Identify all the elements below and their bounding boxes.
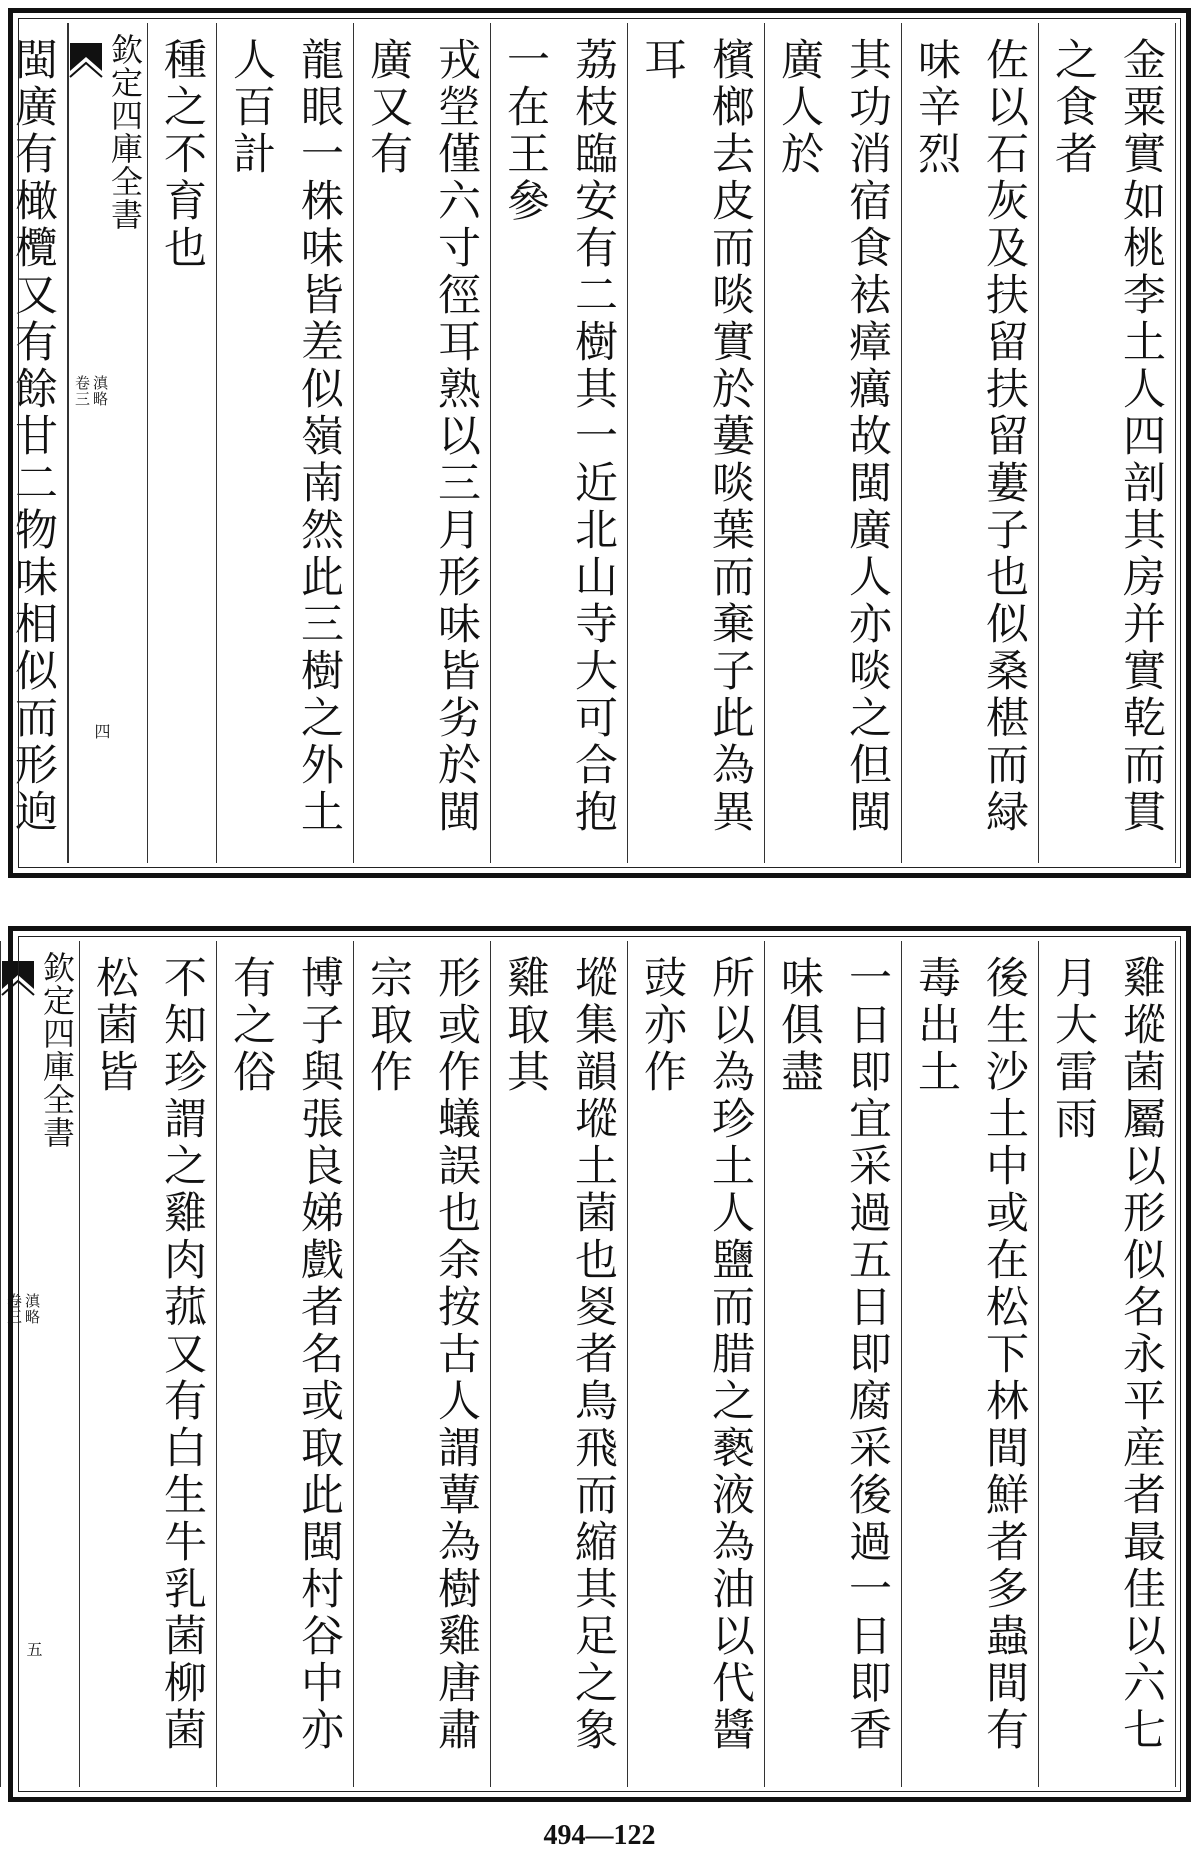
- text-column: 荔枝臨安有二樹其一近北山寺大可合抱一在王參: [491, 23, 628, 863]
- spine-book-name: 滇略: [23, 1293, 41, 1325]
- page-footer-number: 494—122: [543, 1820, 656, 1851]
- spine-page-number: 五: [24, 1641, 43, 1658]
- center-spine: [68, 23, 148, 863]
- fish-tail-mark-icon: [1, 959, 35, 1005]
- top-page-columns: [8, 23, 1176, 863]
- text-column: 形或作蟻誤也余按古人謂蕈為樹雞唐肅宗取作: [354, 941, 491, 1787]
- text-column: 檳榔去皮而啖實於蔞啖葉而棄子此為異耳: [628, 23, 765, 863]
- spine-book-volume: [5, 1293, 41, 1325]
- text-column: 不知珍謂之雞肉菰又有白生牛乳菌柳菌松菌皆: [80, 941, 217, 1787]
- text-column: 博子與張良娣戲者名或取此閩村谷中亦有之俗: [217, 941, 354, 1787]
- spine-book-volume: [73, 375, 109, 407]
- bottom-page-columns: [5, 941, 1176, 1787]
- text-column: 龍眼一株味皆差似嶺南然此三樹之外土人百計: [217, 23, 354, 863]
- text-column: 種之不育也: [148, 23, 217, 863]
- spine-title: 欽定四庫全書: [106, 33, 144, 231]
- spine-book-name: 滇略: [91, 375, 109, 407]
- text-column: 㙡集韻㙡土菌也㚇者鳥飛而縮其足之象雞取其: [491, 941, 628, 1787]
- text-column: 所以為珍土人鹽而腊之褻液為油以代醬豉亦作: [628, 941, 765, 1787]
- text-column: 閩廣有橄欖又有餘甘二物味相似而形逈: [0, 23, 68, 863]
- top-page-frame: [8, 8, 1191, 878]
- text-column: 一日即宜采過五日即腐采後過一日即香味俱盡: [765, 941, 902, 1787]
- spine-title: 欽定四庫全書: [38, 951, 76, 1149]
- bottom-page-frame: [5, 926, 1191, 1802]
- fish-tail-mark-icon: [69, 41, 103, 87]
- spine-volume: 卷三: [73, 375, 91, 407]
- text-column: 雞㙡菌屬以形似名永平産者最佳以六七月大雷雨: [1039, 941, 1176, 1787]
- center-spine: [0, 941, 80, 1787]
- spine-page-number: 四: [92, 723, 111, 740]
- text-column: 佐以石灰及扶留扶留蔞子也似桑椹而緑味辛烈: [902, 23, 1039, 863]
- text-column: 其功消宿食袪瘴癘故閩廣人亦啖之但閩廣人於: [765, 23, 902, 863]
- text-column: 後生沙土中或在松下林間鮮者多蟲間有毒出土: [902, 941, 1039, 1787]
- text-column: 金粟實如桃李土人四剖其房并實乾而貫之食者: [1039, 23, 1176, 863]
- spine-volume: 卷三: [5, 1293, 23, 1325]
- text-column: 戎塋僅六寸徑耳熟以三月形味皆劣於閩廣又有: [354, 23, 491, 863]
